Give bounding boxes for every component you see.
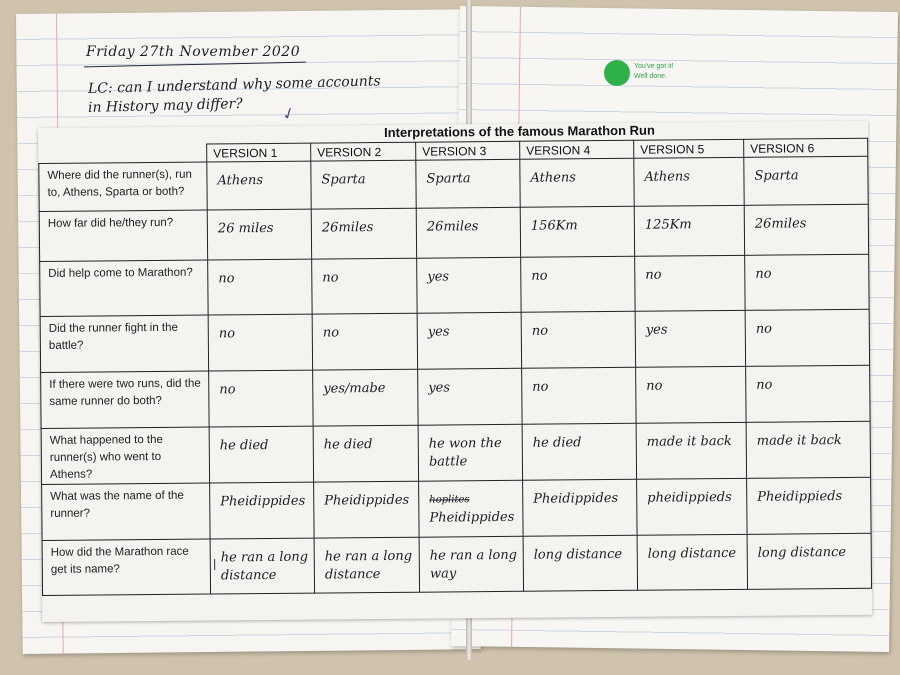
question-cell: Where did the runner(s), run to, Athens, Sparta or both?	[38, 162, 206, 211]
worksheet-title: Interpretations of the famous Marathon Run	[383, 122, 655, 140]
answer-cell: he died	[522, 423, 636, 480]
answer-cell: made it back	[746, 421, 871, 478]
answer-text: Pheidippides	[429, 509, 515, 526]
column-header: VERSION 1	[206, 143, 310, 162]
learning-challenge-line-2: in History may differ?	[87, 95, 243, 116]
answer-cell: Sparta	[415, 159, 519, 208]
column-header: VERSION 3	[415, 141, 519, 160]
column-header: VERSION 5	[633, 139, 743, 158]
answer-cell: yes	[416, 257, 520, 313]
question-cell: How did the Marathon race get its name?	[42, 539, 210, 596]
answer-cell: no	[744, 254, 869, 310]
answer-cell: Pheidippides	[522, 479, 636, 536]
worksheet-table	[38, 138, 872, 596]
answer-cell: yes/mabe	[312, 369, 417, 426]
answer-cell: no	[520, 256, 634, 312]
answer-cell: Sparta	[743, 156, 868, 205]
answer-cell: made it back	[636, 422, 746, 479]
answer-cell	[418, 480, 522, 537]
answer-cell: Pheidippides	[209, 482, 313, 539]
column-header: VERSION 6	[743, 138, 868, 157]
answer-cell: 125Km	[634, 205, 744, 256]
answer-cell: yes	[417, 368, 521, 425]
table-row	[41, 421, 871, 484]
table-row	[40, 309, 870, 372]
table-row	[40, 365, 870, 428]
sticker-line-2: Well done.	[634, 73, 667, 80]
answer-cell: no	[208, 314, 312, 371]
question-cell: Did the runner fight in the battle?	[40, 315, 208, 372]
column-header: VERSION 2	[310, 142, 415, 161]
teacher-tick-icon: ✓	[279, 102, 299, 125]
answer-cell: no	[208, 370, 312, 427]
answer-cell: no	[635, 366, 745, 423]
answer-cell: no	[521, 367, 635, 424]
table-row	[39, 254, 869, 316]
answer-cell: Pheidippides	[313, 481, 418, 538]
answer-cell: long distance	[637, 534, 747, 591]
stray-pen-mark: |	[212, 557, 217, 571]
answer-cell: he won the battle	[418, 424, 522, 481]
question-cell: Did help come to Marathon?	[39, 260, 207, 316]
question-cell: If there were two runs, did the same runner do both?	[40, 371, 208, 428]
column-header: VERSION 4	[519, 140, 633, 159]
answer-cell: no	[745, 309, 870, 366]
answer-cell: pheidippieds	[636, 478, 746, 535]
answer-cell: he ran a long way	[419, 536, 523, 593]
answer-cell: he ran a long distance	[210, 538, 314, 595]
question-cell: What was the name of the runner?	[41, 483, 209, 540]
answer-cell: he died	[313, 425, 418, 482]
struck-word: hoplites	[429, 494, 470, 506]
question-cell: How far did he/they run?	[39, 210, 207, 261]
table-row	[41, 477, 871, 540]
answer-cell: long distance	[747, 533, 872, 590]
answer-cell: 26miles	[744, 204, 869, 255]
answer-cell: Athens	[633, 157, 743, 206]
sticker-text	[634, 62, 674, 82]
answer-cell: yes	[635, 310, 745, 367]
table-row	[38, 156, 868, 211]
answer-cell: no	[634, 255, 744, 311]
answer-cell: Athens	[519, 158, 633, 207]
answer-cell: no	[521, 311, 635, 368]
answer-cell: 26miles	[416, 207, 520, 258]
handwritten-date: Friday 27th November 2020	[86, 44, 301, 60]
answer-cell: yes	[417, 312, 521, 369]
answer-cell: he ran a long distance	[314, 537, 419, 594]
table-row	[39, 204, 869, 261]
sticker-line-1: You've got it!	[634, 63, 674, 70]
worksheet	[38, 121, 872, 622]
table-row	[42, 533, 872, 596]
corner-cell	[38, 144, 206, 163]
answer-cell: no	[745, 365, 870, 422]
answer-cell: he died	[209, 426, 313, 483]
answer-cell: Pheidippieds	[746, 477, 871, 534]
answer-cell: Sparta	[310, 160, 415, 209]
answer-cell: no	[311, 258, 416, 314]
question-cell: What happened to the runner(s) who went to Athens?	[41, 427, 209, 484]
answer-cell: long distance	[523, 535, 637, 592]
learning-challenge-line-1: LC: can I understand why some accounts	[87, 73, 381, 97]
answer-cell: Athens	[206, 161, 310, 210]
answer-cell: no	[312, 313, 417, 370]
green-sticker-icon	[604, 60, 630, 86]
answer-cell: 26 miles	[207, 209, 311, 260]
answer-cell: 26miles	[311, 208, 416, 259]
answer-cell: no	[207, 259, 311, 315]
answer-cell: 156Km	[520, 206, 634, 257]
